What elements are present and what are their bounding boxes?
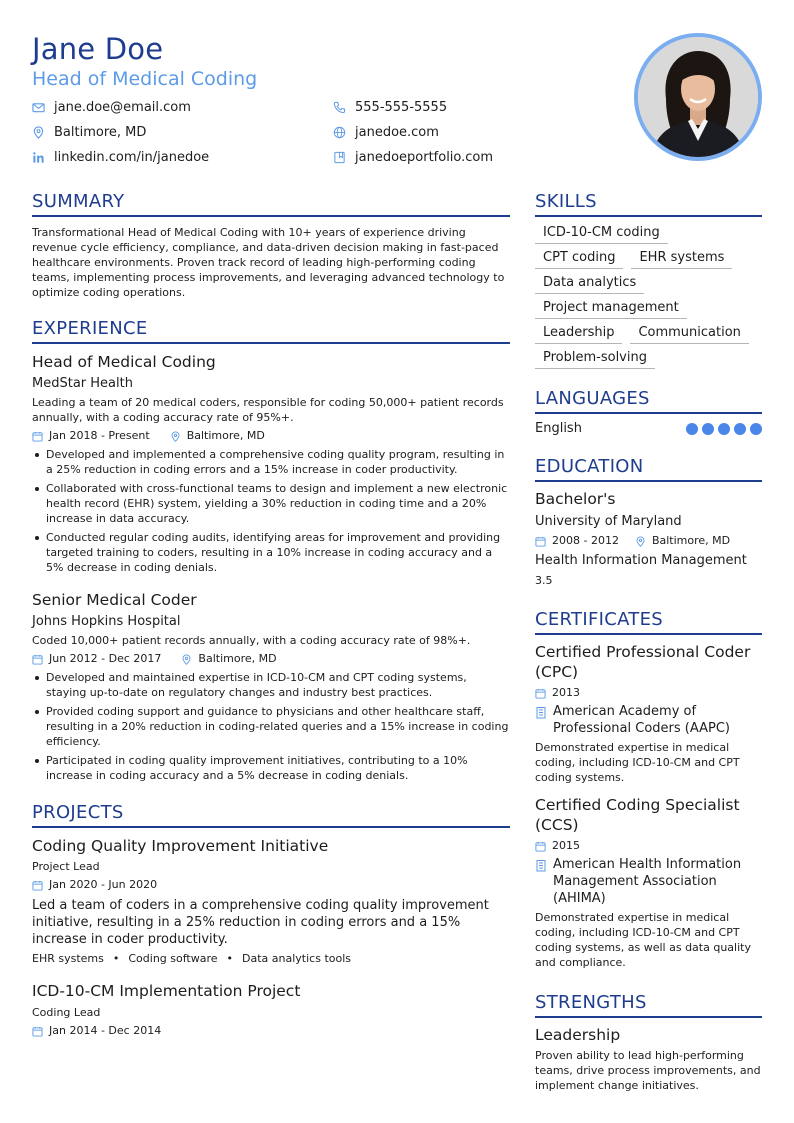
certificate-entry (535, 795, 762, 970)
job-bullets (32, 670, 510, 783)
project-description: Led a team of coders in a comprehensive coding quality improvement initiative, resulting in a 25% reduction in coding errors and a 15% increase in coder productivity. (32, 898, 489, 947)
summary-text: Transformational Head of Medical Coding with 10+ years of experience driving revenue cycle efficiency, compliance, and data-driven decision making in fast-paced healthcare environments. Proven track record of leading high-performing coding teams, implementing process improvements, and leveraging advanced technology to optimize coding operations. (32, 226, 505, 299)
tag-separator: • (112, 952, 120, 965)
project-meta (32, 878, 510, 892)
contact-website[interactable]: janedoe.com (333, 125, 439, 140)
skills-section (535, 190, 762, 373)
language-name: English (535, 421, 582, 436)
contact-phone[interactable]: 555-555-5555 (333, 100, 447, 115)
list-item: Provided coding support and guidance to physicians and other healthcare staff, resulting in a 20% reduction in coding-related queries and a 15% increase in coding efficiency. (32, 704, 510, 749)
calendar-icon (535, 841, 546, 852)
job-dates: Jun 2012 - Dec 2017 (49, 652, 162, 665)
project-dates: Jan 2020 - Jun 2020 (49, 878, 158, 891)
language-level-dot (718, 423, 730, 435)
tag-separator: • (226, 952, 234, 965)
certificate-meta (535, 686, 762, 700)
project-meta (32, 1024, 510, 1038)
person-portrait-icon (638, 37, 758, 157)
job-meta (32, 429, 510, 443)
job-description: Leading a team of 20 medical coders, responsible for coding 50,000+ patient records annually, with a coding accuracy rate of 95%+. (32, 396, 504, 424)
education-dates: 2008 - 2012 (552, 534, 619, 547)
right-column (535, 190, 762, 1093)
skill-tag: EHR systems (631, 248, 732, 269)
project-dates: Jan 2014 - Dec 2014 (49, 1024, 162, 1037)
education-gpa: 3.5 (535, 574, 553, 587)
list-item: Developed and maintained expertise in ICD-10-CM and CPT coding systems, staying up-to-date on regulatory changes and industry best practices. (32, 670, 510, 700)
location-pin-icon (170, 431, 181, 442)
education-heading: EDUCATION (535, 455, 762, 482)
projects-section (32, 801, 510, 1038)
contact-linkedin[interactable]: linkedin.com/in/janedoe (32, 150, 209, 165)
experience-section (32, 317, 510, 783)
education-section (535, 455, 762, 588)
job-role: Head of Medical Coding (32, 353, 216, 371)
building-icon (535, 706, 547, 719)
location-pin-icon (181, 654, 192, 665)
certificate-description: Demonstrated expertise in medical coding, including ICD-10-CM and CPT coding systems, as well as data quality and compliance. (535, 911, 751, 969)
strength-name: Leadership (535, 1026, 621, 1044)
profile-photo (634, 33, 762, 161)
list-item: Developed and implemented a comprehensive coding quality program, resulting in a 25% reduction in coding errors and a 15% increase in coder productivity. (32, 447, 510, 477)
globe-icon (333, 126, 346, 139)
certificates-section (535, 608, 762, 970)
project-name: Coding Quality Improvement Initiative (32, 837, 329, 855)
phone-icon (333, 101, 346, 114)
job-location: Baltimore, MD (186, 429, 265, 442)
candidate-title: Head of Medical Coding (32, 68, 258, 90)
projects-heading: PROJECTS (32, 801, 510, 828)
skill-tag: ICD-10-CM coding (535, 223, 668, 244)
certificate-issuer: American Health Information Management Association (AHIMA) (535, 856, 762, 907)
certificates-heading: CERTIFICATES (535, 608, 762, 635)
skills-list (535, 223, 762, 373)
strength-description: Proven ability to lead high-performing teams, drive process improvements, and implement change initiatives. (535, 1049, 761, 1092)
project-tags (32, 952, 510, 966)
skill-tag: Problem-solving (535, 348, 655, 369)
job-role: Senior Medical Coder (32, 591, 197, 609)
calendar-icon (535, 688, 546, 699)
experience-entry (32, 590, 510, 783)
strengths-heading: STRENGTHS (535, 991, 762, 1018)
education-location: Baltimore, MD (651, 534, 731, 547)
location-pin-icon (32, 126, 45, 139)
project-role: Project Lead (32, 860, 100, 873)
skill-tag: Communication (630, 323, 748, 344)
project-entry (32, 836, 510, 966)
job-description: Coded 10,000+ patient records annually, with a coding accuracy rate of 98%+. (32, 634, 471, 647)
envelope-icon (32, 101, 45, 114)
certificate-name: Certified Coding Specialist (CCS) (535, 796, 740, 834)
skills-heading: SKILLS (535, 190, 762, 217)
language-level-dots (682, 423, 762, 435)
skill-tag: Data analytics (535, 273, 644, 294)
certificate-description: Demonstrated expertise in medical coding, including ICD-10-CM and CPT coding systems. (535, 741, 740, 784)
summary-section (32, 190, 510, 300)
job-meta (32, 652, 510, 666)
certificate-issuer: American Academy of Professional Coders (AAPC) (535, 703, 762, 737)
calendar-icon (32, 654, 43, 665)
resume-header (32, 30, 632, 92)
job-location: Baltimore, MD (198, 652, 277, 665)
certificate-year: 2013 (552, 686, 580, 699)
language-level-dot (686, 423, 698, 435)
language-level-dot (750, 423, 762, 435)
list-item: Participated in coding quality improvement initiatives, contributing to a 10% increase in coding accuracy and a 5% decrease in coding denials. (32, 753, 510, 783)
project-tag: EHR systems (32, 952, 104, 965)
experience-heading: EXPERIENCE (32, 317, 510, 344)
language-level-dot (734, 423, 746, 435)
skill-tag: CPT coding (535, 248, 623, 269)
certificate-year: 2015 (552, 839, 580, 852)
summary-heading: SUMMARY (32, 190, 510, 217)
certificate-entry (535, 642, 762, 785)
list-item: Collaborated with cross-functional teams to design and implement a new electronic health record (EHR) system, yielding a 30% reduction in coding time and a 20% increase in data accuracy. (32, 481, 510, 526)
calendar-icon (32, 880, 43, 891)
languages-section (535, 387, 762, 436)
left-column (32, 190, 510, 1038)
bookmark-icon (333, 151, 346, 164)
languages-heading: LANGUAGES (535, 387, 762, 414)
language-row (535, 421, 762, 436)
experience-entry (32, 352, 510, 575)
language-level-dot (702, 423, 714, 435)
education-degree: Bachelor's (535, 490, 616, 508)
job-bullets (32, 447, 510, 575)
job-company: Johns Hopkins Hospital (32, 614, 181, 629)
strengths-section (535, 991, 762, 1093)
education-field: Health Information Management (535, 553, 747, 568)
skill-tag: Leadership (535, 323, 622, 344)
certificate-name: Certified Professional Coder (CPC) (535, 643, 751, 681)
calendar-icon (32, 1026, 43, 1037)
skill-tag: Project management (535, 298, 687, 319)
list-item: Conducted regular coding audits, identifying areas for improvement and providing targeted training to coders, resulting in a 10% increase in coding accuracy and a 5% decrease in coding denials. (32, 530, 510, 575)
certificate-meta (535, 839, 762, 853)
building-icon (535, 859, 547, 872)
project-tag: Coding software (128, 952, 218, 965)
job-company: MedStar Health (32, 376, 133, 391)
linkedin-icon (32, 151, 45, 164)
contact-location: Baltimore, MD (32, 125, 146, 140)
contact-email[interactable]: jane.doe@email.com (32, 100, 191, 115)
education-meta (535, 534, 762, 548)
contact-portfolio[interactable]: janedoeportfolio.com (333, 150, 493, 165)
candidate-name: Jane Doe (32, 32, 164, 66)
project-name: ICD-10-CM Implementation Project (32, 982, 301, 1000)
education-school: University of Maryland (535, 514, 682, 529)
project-role: Coding Lead (32, 1006, 101, 1019)
location-pin-icon (635, 536, 646, 547)
calendar-icon (535, 536, 546, 547)
project-tag: Data analytics tools (242, 952, 352, 965)
calendar-icon (32, 431, 43, 442)
job-dates: Jan 2018 - Present (49, 429, 150, 442)
project-entry (32, 981, 510, 1038)
